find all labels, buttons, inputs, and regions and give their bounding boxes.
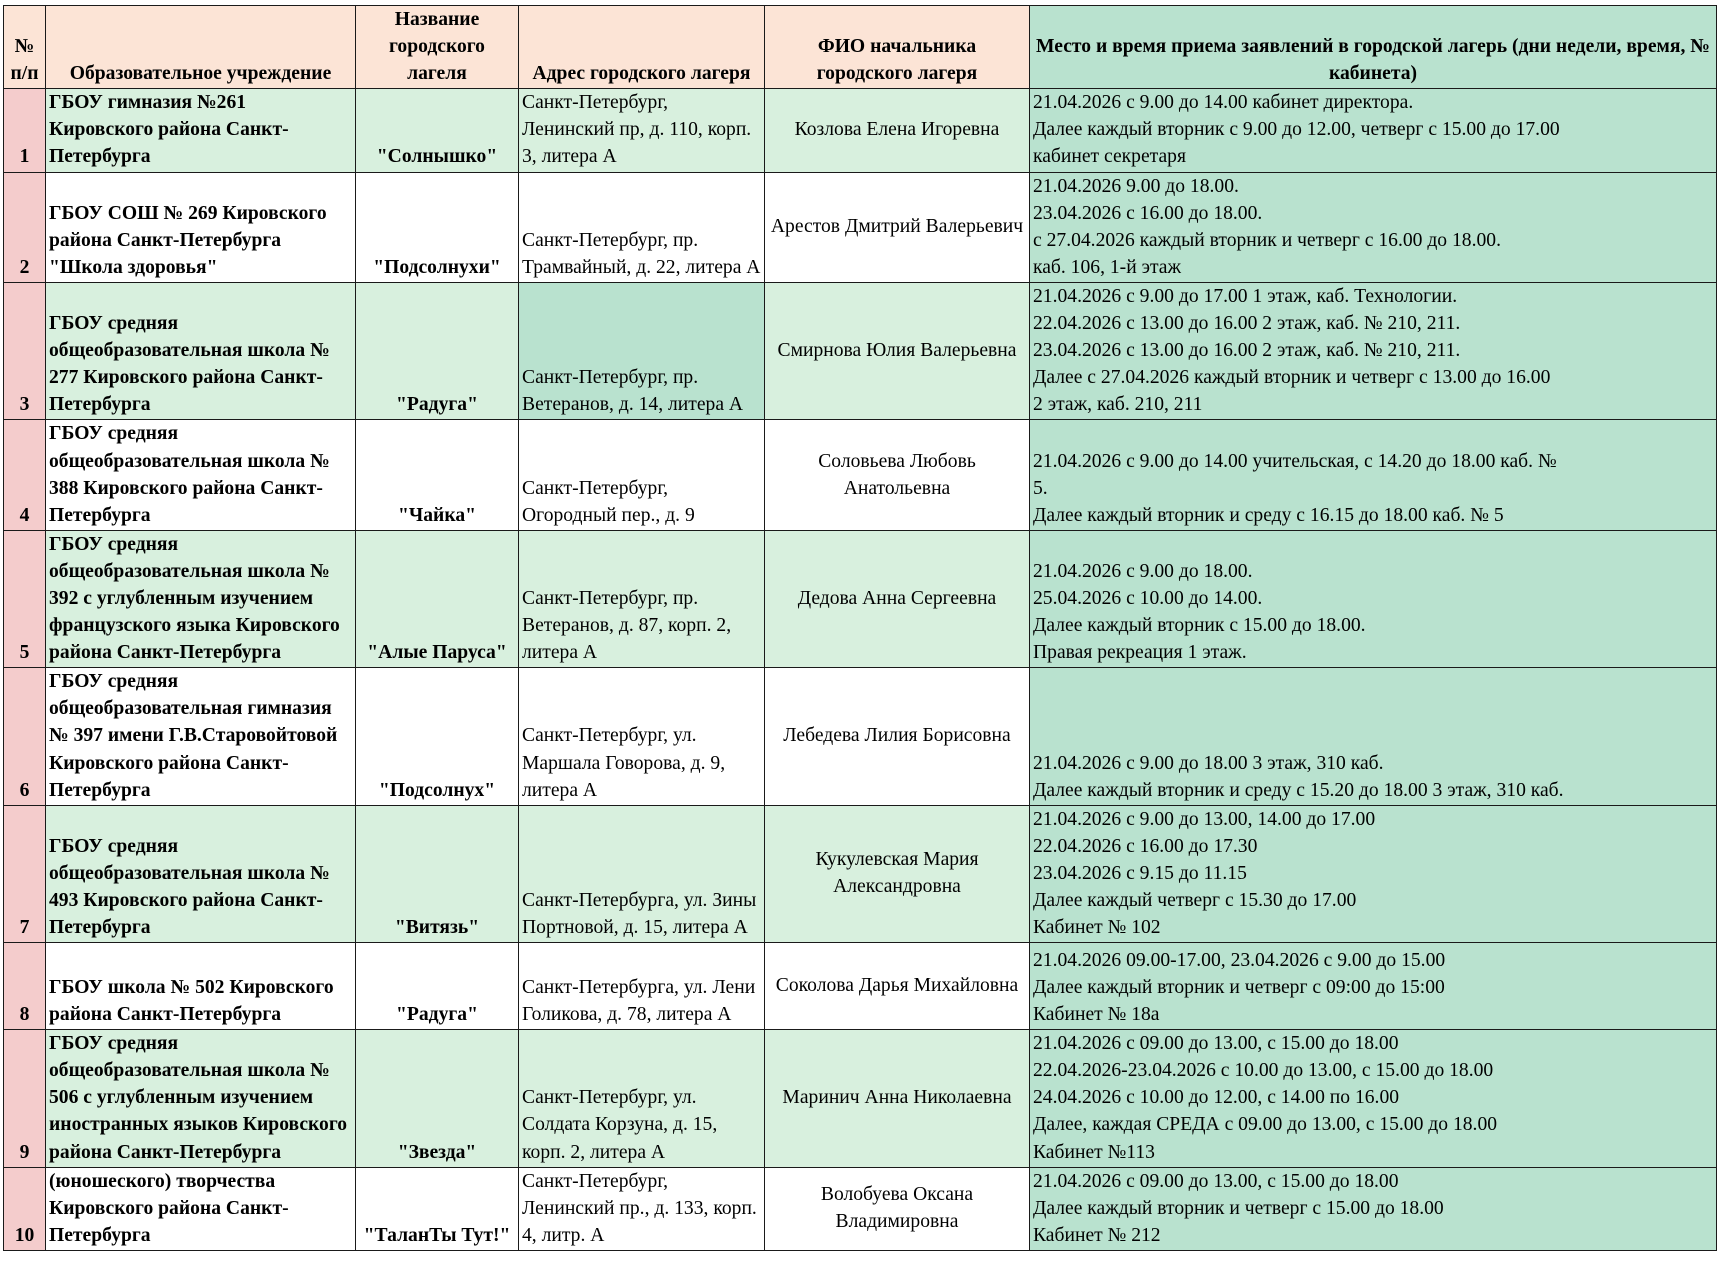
row-address: Санкт-Петербург, пр. Ветеранов, д. 14, литера А	[519, 282, 765, 419]
schedule-line: 22.04.2026 с 13.00 до 16.00 2 этаж, каб. № 210, 211.	[1033, 313, 1461, 335]
schedule-line: Кабинет № 212	[1033, 1224, 1161, 1246]
table-row	[4, 805, 1717, 942]
row-schedule	[1030, 1167, 1717, 1250]
row-camp-name: "Солнышко"	[356, 89, 519, 172]
row-address: Санкт-Петербурга, ул. Зины Портновой, д. 15, литера А	[519, 805, 765, 942]
schedule-line: Правая рекреация 1 этаж.	[1033, 642, 1247, 664]
schedule-line: Далее каждый вторник и четверг с 09:00 до 15:00	[1033, 977, 1445, 998]
row-num: 8	[4, 943, 46, 1030]
table-row	[4, 172, 1717, 282]
row-num: 1	[4, 89, 46, 172]
row-address: Санкт-Петербурга, ул. Лени Голикова, д. 78, литера А	[519, 943, 765, 1030]
table-row	[4, 1167, 1717, 1250]
row-address: Санкт-Петербург, Ленинский пр, д. 110, корп. 3, литера А	[519, 89, 765, 172]
row-camp-head: Дедова Анна Сергеевна	[765, 530, 1030, 667]
schedule-line: Далее каждый четверг с 15.30 до 17.00	[1033, 890, 1357, 911]
row-camp-head: Арестов Дмитрий Валерьевич	[765, 172, 1030, 282]
schedule-line: 21.04.2026 с 9.00 до 17.00 1 этаж, каб. Технологии.	[1033, 285, 1458, 307]
schedule-line: Далее каждый вторник с 15.00 до 18.00.	[1033, 615, 1366, 637]
row-schedule	[1030, 282, 1717, 419]
row-address: Санкт-Петербург, ул. Маршала Говорова, д. 9, литера А	[519, 668, 765, 805]
schedule-line: кабинет секретаря	[1033, 146, 1186, 168]
row-camp-head: Смирнова Юлия Валерьевна	[765, 282, 1030, 419]
schedule-line: каб. 106, 1-й этаж	[1033, 256, 1182, 278]
row-camp-name: "Подсолнух"	[356, 668, 519, 805]
schedule-line: 21.04.2026 с 09.00 до 13.00, с 15.00 до 18.00	[1033, 1170, 1399, 1192]
row-org: ГБОУ средняя общеобразовательная школа № 392 с углубленным изучением французского языка Кировского района Санкт-Петербурга	[46, 530, 356, 667]
header-org: Образовательное учреждение	[46, 6, 356, 89]
row-schedule	[1030, 420, 1717, 530]
row-camp-name: "Витязь"	[356, 805, 519, 942]
row-schedule	[1030, 530, 1717, 667]
row-num: 10	[4, 1167, 46, 1250]
row-camp-name: "Подсолнухи"	[356, 172, 519, 282]
row-address: Санкт-Петербург, пр. Ветеранов, д. 87, корп. 2, литера А	[519, 530, 765, 667]
row-camp-name: "Звезда"	[356, 1030, 519, 1167]
schedule-line: Далее каждый вторник и среду с 15.20 до 18.00 3 этаж, 310 каб.	[1033, 779, 1564, 801]
row-camp-name: "Радуга"	[356, 282, 519, 419]
header-row	[4, 6, 1717, 89]
row-num: 3	[4, 282, 46, 419]
schedule-line: 21.04.2026 с 9.00 до 13.00, 14.00 до 17.00	[1033, 808, 1376, 830]
row-org: (юношеского) творчества Кировского района Санкт-Петербурга	[46, 1167, 356, 1250]
row-num: 7	[4, 805, 46, 942]
schedule-line: Кабинет № 18а	[1033, 1004, 1160, 1026]
table-row	[4, 943, 1717, 1030]
row-address: Санкт-Петербург, Ленинский пр., д. 133, корп. 4, литр. А	[519, 1167, 765, 1250]
schedule-line: Далее каждый вторник с 9.00 до 12.00, четверг с 15.00 до 17.00	[1033, 119, 1560, 141]
schedule-line: 21.04.2026 с 9.00 до 18.00.	[1033, 560, 1253, 582]
row-num: 2	[4, 172, 46, 282]
row-camp-head: Козлова Елена Игоревна	[765, 89, 1030, 172]
row-camp-head: Кукулевская Мария Александровна	[765, 805, 1030, 942]
row-camp-head: Волобуева Оксана Владимировна	[765, 1167, 1030, 1250]
row-num: 9	[4, 1030, 46, 1167]
table-row	[4, 530, 1717, 667]
row-camp-name: "Алые Паруса"	[356, 530, 519, 667]
row-org: ГБОУ средняя общеобразовательная гимназия № 397 имени Г.В.Старовойтовой Кировского района Санкт-Петербурга	[46, 668, 356, 805]
schedule-line: Кабинет №113	[1033, 1141, 1155, 1163]
schedule-line: Далее с 27.04.2026 каждый вторник и четверг с 13.00 до 16.00	[1033, 367, 1551, 389]
header-num: № п/п	[4, 6, 46, 89]
schedule-line: 23.04.2026 с 13.00 до 16.00 2 этаж, каб. № 210, 211.	[1033, 340, 1461, 362]
row-camp-head: Соколова Дарья Михайловна	[765, 943, 1030, 1030]
table-row	[4, 1030, 1717, 1167]
row-camp-name: "Радуга"	[356, 943, 519, 1030]
schedule-line: 24.04.2026 с 10.00 до 12.00, с 14.00 по 16.00	[1033, 1087, 1400, 1109]
row-org: ГБОУ средняя общеобразовательная школа № 277 Кировского района Санкт-Петербурга	[46, 282, 356, 419]
row-schedule	[1030, 668, 1717, 805]
row-schedule	[1030, 805, 1717, 942]
row-schedule	[1030, 1030, 1717, 1167]
schedule-line: 21.04.2026 09.00-17.00, 23.04.2026 с 9.00 до 15.00	[1033, 949, 1446, 971]
row-schedule	[1030, 172, 1717, 282]
table-row	[4, 282, 1717, 419]
row-org: ГБОУ средняя общеобразовательная школа № 506 с углубленным изучением иностранных языков Кировского района Санкт-Петербурга	[46, 1030, 356, 1167]
row-schedule	[1030, 943, 1717, 1030]
row-num: 6	[4, 668, 46, 805]
schedule-line: 21.04.2026 с 09.00 до 13.00, с 15.00 до 18.00	[1033, 1033, 1399, 1055]
row-address: Санкт-Петербург, ул. Солдата Корзуна, д. 15, корп. 2, литера А	[519, 1030, 765, 1167]
schedule-line: Кабинет № 102	[1033, 917, 1161, 939]
schedule-line: с 27.04.2026 каждый вторник и четверг с 16.00 до 18.00.	[1033, 229, 1501, 251]
schedule-line: 21.04.2026 с 9.00 до 14.00 кабинет директора.	[1033, 92, 1414, 114]
row-camp-name: "Чайка"	[356, 420, 519, 530]
schedule-line: 25.04.2026 с 10.00 до 14.00.	[1033, 587, 1263, 609]
row-org: ГБОУ школа № 502 Кировского района Санкт-Петербурга	[46, 943, 356, 1030]
row-org: ГБОУ СОШ № 269 Кировского района Санкт-Петербурга "Школа здоровья"	[46, 172, 356, 282]
schedule-line: 22.04.2026 с 16.00 до 17.30	[1033, 835, 1258, 857]
row-camp-name: "ТаланТы Тут!"	[356, 1167, 519, 1250]
row-num: 4	[4, 420, 46, 530]
table-row	[4, 89, 1717, 172]
header-camp: Название городского лагеля	[356, 6, 519, 89]
row-camp-head: Маринич Анна Николаевна	[765, 1030, 1030, 1167]
row-address: Санкт-Петербург, Огородный пер., д. 9	[519, 420, 765, 530]
schedule-line: Далее каждый вторник и среду с 16.15 до 18.00 каб. № 5	[1033, 504, 1504, 526]
schedule-line: 22.04.2026-23.04.2026 с 10.00 до 13.00, с 15.00 до 18.00	[1033, 1060, 1494, 1082]
schedule-line: 2 этаж, каб. 210, 211	[1033, 394, 1203, 416]
camps-table	[3, 5, 1717, 1251]
schedule-line: 21.04.2026 с 9.00 до 14.00 учительская, с 14.20 до 18.00 каб. №	[1033, 450, 1557, 472]
schedule-line: 21.04.2026 9.00 до 18.00.	[1033, 175, 1239, 197]
header-address: Адрес городского лагеря	[519, 6, 765, 89]
row-camp-head: Лебедева Лилия Борисовна	[765, 668, 1030, 805]
schedule-line: Далее каждый вторник и четверг с 15.00 до 18.00	[1033, 1197, 1444, 1219]
row-org: ГБОУ средняя общеобразовательная школа № 388 Кировского района Санкт-Петербурга	[46, 420, 356, 530]
table-row	[4, 668, 1717, 805]
schedule-line: Далее, каждая СРЕДА с 09.00 до 13.00, с 15.00 до 18.00	[1033, 1114, 1498, 1136]
schedule-line: 23.04.2026 с 9.15 до 11.15	[1033, 862, 1247, 884]
row-address: Санкт-Петербург, пр. Трамвайный, д. 22, литера А	[519, 172, 765, 282]
header-schedule: Место и время приема заявлений в городской лагерь (дни недели, время, № кабинета)	[1030, 6, 1717, 89]
row-org: ГБОУ средняя общеобразовательная школа № 493 Кировского района Санкт-Петербурга	[46, 805, 356, 942]
row-camp-head: Соловьева Любовь Анатольевна	[765, 420, 1030, 530]
schedule-line: 21.04.2026 с 9.00 до 18.00 3 этаж, 310 каб.	[1033, 752, 1384, 774]
header-head: ФИО начальника городского лагеря	[765, 6, 1030, 89]
row-schedule	[1030, 89, 1717, 172]
table-row	[4, 420, 1717, 530]
row-num: 5	[4, 530, 46, 667]
row-org: ГБОУ гимназия №261 Кировского района Санкт-Петербурга	[46, 89, 356, 172]
schedule-line: 5.	[1033, 477, 1048, 499]
schedule-line: 23.04.2026 с 16.00 до 18.00.	[1033, 202, 1263, 224]
